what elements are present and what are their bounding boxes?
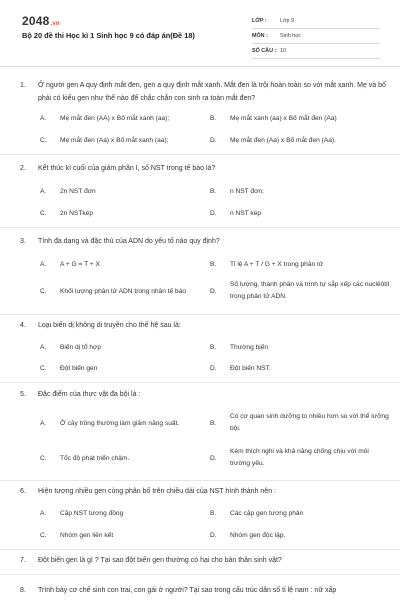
option-letter: D. [210, 365, 217, 372]
option-text: Tốc độ phát triển chậm. [60, 455, 130, 462]
site-logo[interactable] [22, 14, 60, 28]
meta-value: 10 [280, 48, 286, 54]
option-text: Mẹ mắt đen (Aa) x Bố mắt đen (Aa). [230, 137, 336, 144]
question-text: Đột biến gen là gì ? Tại sao đột biến gen thường có hại cho bản thân sinh vật? [38, 557, 282, 564]
question-text: Trình bày cơ chế sinh con trai, con gái ở người? Tại sao trong cấu trúc dân số tỉ lệ nam : nữ xấp [38, 587, 337, 594]
option-text: Đột biến gen [60, 365, 98, 372]
question-separator [0, 574, 400, 575]
meta-row-count [252, 44, 380, 59]
question-number: 5. [20, 391, 26, 398]
option-letter: B. [210, 261, 217, 268]
header-divider [0, 66, 400, 67]
question-separator [0, 382, 400, 383]
meta-value: Sinh học [280, 33, 301, 39]
option-text: Mẹ mắt đen (Aa) x Bố mắt xanh (aa); [60, 137, 169, 144]
meta-label: LỚP : [252, 18, 267, 24]
option-letter: B. [210, 344, 217, 351]
option-text: Tỉ lệ A + T / G + X trong phân tử [230, 261, 324, 268]
question-separator [0, 227, 400, 228]
option-letter: B. [210, 420, 217, 427]
meta-value: Lớp 9 [280, 18, 295, 24]
option-text: Đột biến NST. [230, 365, 271, 372]
option-letter: A. [40, 188, 47, 195]
option-text: n NST kép [230, 210, 262, 217]
option-text: Các cặp gen tương phản [230, 510, 304, 517]
option-text: A + G = T + X [60, 261, 100, 268]
option-text: Mẹ mắt xanh (aa) x Bố mắt đen (Aa) [230, 115, 337, 122]
option-text: 2n NSTkép [60, 210, 93, 217]
option-text: Thường biến [230, 344, 269, 351]
option-text: Cặp NST tương đồng [60, 510, 124, 517]
option-letter: D. [210, 210, 217, 217]
question-text: Ở người gen A quy định mắt đen, gen a quy định mắt xanh. Mắt đen là trội hoàn toàn so với mắt xanh. Mẹ và bố phải có kiểu gen như thế nào để chắc chắn con sinh ra toàn mắt đen? [38, 82, 386, 102]
option-text: Kém thích nghi và khả năng chống chịu với môi trường yếu. [230, 448, 369, 467]
option-text: Mẹ mắt đen (AA) x Bố mắt xanh (aa); [60, 115, 170, 122]
option-letter: C. [40, 137, 47, 144]
page-header [0, 0, 400, 64]
option-letter: A. [40, 261, 47, 268]
question-text: Tính đa dạng và đặc thù của ADN do yếu tố nào quy định? [38, 238, 220, 245]
question-text: Loại biến dị không di truyền cho thế hệ sau là: [38, 322, 181, 329]
option-letter: C. [40, 455, 47, 462]
question-number: 4. [20, 322, 26, 329]
option-text: Ở cây trồng thường làm giảm năng suất. [60, 420, 180, 427]
option-letter: C. [40, 210, 47, 217]
option-letter: D. [210, 455, 217, 462]
option-letter: B. [210, 510, 217, 517]
option-letter: B. [210, 115, 217, 122]
option-letter: D. [210, 532, 217, 539]
option-letter: C. [40, 532, 47, 539]
option-text: Biến dị tổ hợp [60, 344, 101, 351]
question-number: 2. [20, 165, 26, 172]
option-letter: C. [40, 288, 47, 295]
question-text: Hiện tượng nhiều gen cùng phân bố trên chiều dài của NST hình thành nên : [38, 488, 276, 495]
question-number: 1. [20, 82, 26, 89]
option-letter: D. [210, 137, 217, 144]
meta-label: SỐ CÂU : [252, 48, 277, 54]
meta-row-subject [252, 29, 380, 44]
meta-table [252, 14, 380, 59]
question-separator [0, 154, 400, 155]
question-number: 6. [20, 488, 26, 495]
question-text: Kết thúc kì cuối của giảm phân I, số NST trong tế bào là? [38, 165, 216, 172]
option-letter: A. [40, 420, 47, 427]
option-letter: A. [40, 344, 47, 351]
option-letter: D. [210, 288, 217, 295]
logo-main: 2048 [22, 14, 50, 28]
question-number: 3. [20, 238, 26, 245]
option-letter: A. [40, 115, 47, 122]
question-separator [0, 549, 400, 550]
option-text: Có cơ quan sinh dưỡng to nhiều hơn so với thể lưỡng bội. [230, 413, 389, 432]
question-text: Đặc điểm của thực vật đa bội là : [38, 391, 141, 398]
option-text: n NST đơn; [230, 188, 264, 195]
logo-suffix: .vn [50, 21, 60, 27]
question-number: 7. [20, 557, 26, 564]
option-text: Nhóm gen liên kết [60, 532, 114, 539]
question-separator [0, 314, 400, 315]
document-title: Bộ 20 đề thi Học kì 1 Sinh học 9 có đáp án(Đề 18) [22, 31, 195, 40]
option-text: 2n NST đơn [60, 188, 96, 195]
option-letter: B. [210, 188, 217, 195]
option-text: Khối lượng phân tử ADN trong nhân tế bào [60, 288, 187, 295]
question-number: 8. [20, 587, 26, 594]
option-letter: A. [40, 510, 47, 517]
meta-label: MÔN : [252, 33, 268, 39]
option-text: Nhóm gen độc lập. [230, 532, 286, 539]
question-8 [20, 584, 388, 600]
meta-row-class [252, 14, 380, 29]
option-letter: C. [40, 365, 47, 372]
option-text: Số lượng, thành phần và trình tự sắp xếp các nuclêôtit trong phân tử ADN. [230, 281, 390, 300]
question-separator [0, 480, 400, 481]
